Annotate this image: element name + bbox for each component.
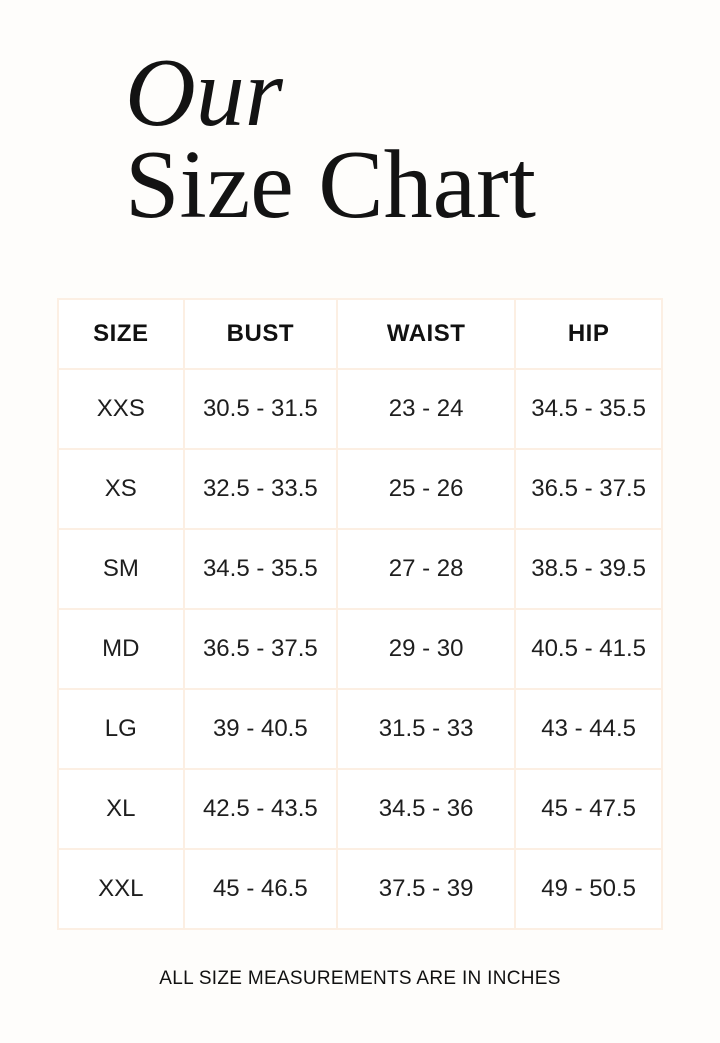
hip-value: 49 - 50.5: [515, 849, 662, 929]
bust-value: 36.5 - 37.5: [184, 609, 337, 689]
hip-value: 40.5 - 41.5: [515, 609, 662, 689]
title-line-size-chart: Size Chart: [125, 131, 536, 239]
size-label: XXS: [58, 369, 184, 449]
waist-value: 31.5 - 33: [337, 689, 515, 769]
table-row-lg: [58, 689, 662, 769]
column-header-size: SIZE: [58, 299, 184, 369]
size-label: MD: [58, 609, 184, 689]
waist-value: 27 - 28: [337, 529, 515, 609]
page-title: [125, 39, 536, 239]
hip-value: 34.5 - 35.5: [515, 369, 662, 449]
waist-value: 29 - 30: [337, 609, 515, 689]
waist-value: 23 - 24: [337, 369, 515, 449]
waist-value: 25 - 26: [337, 449, 515, 529]
bust-value: 45 - 46.5: [184, 849, 337, 929]
table-row-xs: [58, 449, 662, 529]
title-line-our: Our: [125, 39, 283, 147]
waist-value: 37.5 - 39: [337, 849, 515, 929]
table-row-xl: [58, 769, 662, 849]
hip-value: 43 - 44.5: [515, 689, 662, 769]
table-header-row: [58, 299, 662, 369]
column-header-waist: WAIST: [337, 299, 515, 369]
size-chart-table: [57, 298, 663, 930]
bust-value: 34.5 - 35.5: [184, 529, 337, 609]
table-row-xxl: [58, 849, 662, 929]
measurement-units-note: ALL SIZE MEASUREMENTS ARE IN INCHES: [159, 968, 561, 989]
bust-value: 39 - 40.5: [184, 689, 337, 769]
size-label: SM: [58, 529, 184, 609]
table-row-md: [58, 609, 662, 689]
size-label: XXL: [58, 849, 184, 929]
size-label: XS: [58, 449, 184, 529]
bust-value: 30.5 - 31.5: [184, 369, 337, 449]
table-row-sm: [58, 529, 662, 609]
hip-value: 38.5 - 39.5: [515, 529, 662, 609]
bust-value: 42.5 - 43.5: [184, 769, 337, 849]
waist-value: 34.5 - 36: [337, 769, 515, 849]
size-label: XL: [58, 769, 184, 849]
hip-value: 36.5 - 37.5: [515, 449, 662, 529]
hip-value: 45 - 47.5: [515, 769, 662, 849]
size-label: LG: [58, 689, 184, 769]
column-header-bust: BUST: [184, 299, 337, 369]
column-header-hip: HIP: [515, 299, 662, 369]
bust-value: 32.5 - 33.5: [184, 449, 337, 529]
table-row-xxs: [58, 369, 662, 449]
